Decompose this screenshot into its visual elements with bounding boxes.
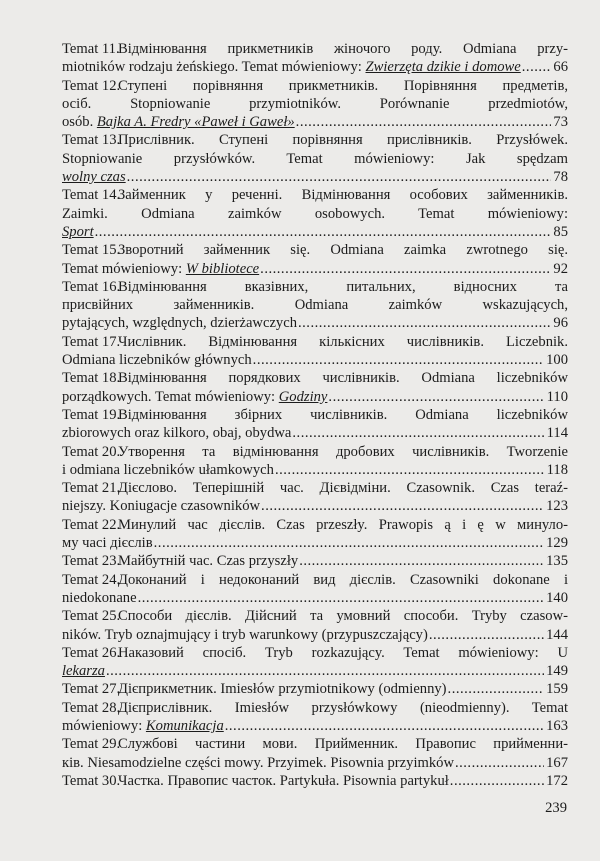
toc-entry-last-line	[62, 113, 568, 131]
toc-entry-text	[62, 260, 259, 278]
toc-entry-first-line: Зворотний займенник się. Odmiana zaimka zwrotnego się.	[118, 242, 568, 259]
toc-entry-last-line	[62, 314, 568, 332]
toc-entry-number: Temat 17.	[62, 333, 121, 350]
toc-entry-page: 78	[553, 169, 568, 186]
toc-entry[interactable]	[62, 607, 568, 644]
toc-entry-first-line: Службові частини мови. Прийменник. Правопис прийменни-	[118, 736, 568, 753]
toc-entry-last-line	[62, 260, 568, 278]
toc-entry[interactable]	[62, 516, 568, 553]
toc-entry-text	[118, 680, 447, 698]
toc-dot-leader	[95, 223, 552, 241]
toc-entry-number: Temat 25.	[62, 608, 121, 625]
toc-entry[interactable]	[62, 443, 568, 480]
toc-entry-page: 167	[546, 754, 568, 771]
toc-entry-last-line	[62, 662, 568, 680]
toc-dot-leader	[138, 589, 545, 607]
toc-entry-number: Temat 22.	[62, 516, 121, 533]
toc-entry-first-line: Відмінювання вказівних, питальних, відносних та	[118, 278, 568, 295]
toc-entry-last-line	[118, 772, 568, 790]
toc-entry[interactable]	[62, 772, 568, 790]
toc-entry-text-plain: ników. Tryb oznajmujący i tryb warunkowy (przypuszczający)	[62, 626, 428, 643]
toc-dot-leader	[261, 497, 544, 515]
toc-entry-text	[62, 461, 274, 479]
toc-entry-last-line	[62, 717, 568, 735]
toc-entry-number: Temat 19.	[62, 406, 121, 423]
toc-entry-first-line: Минулий час дієслів. Czas przeszły. Prawopis ą i ę w минуло-	[118, 516, 568, 533]
toc-entry-text-italic: W bibliotece	[185, 260, 260, 277]
toc-entry-number: Temat 18.	[62, 370, 121, 387]
toc-entry-text-plain: osób.	[62, 114, 97, 131]
toc-dot-leader	[253, 351, 544, 369]
toc-dot-leader	[522, 58, 552, 76]
toc-dot-leader	[292, 424, 544, 442]
toc-dot-leader	[154, 534, 544, 552]
toc-entry-number: Temat 20.	[62, 443, 121, 460]
toc-dot-leader	[299, 552, 544, 570]
toc-entry-text	[62, 497, 260, 515]
toc-entry-text-plain: niejszy. Koniugacje czasowników	[62, 498, 261, 515]
toc-entry-page: 92	[553, 260, 568, 277]
toc-entry-text	[62, 589, 137, 607]
toc-entry-page: 163	[546, 717, 568, 734]
toc-entry[interactable]	[62, 241, 568, 278]
toc-dot-leader	[260, 260, 551, 278]
toc-entry-page: 118	[546, 461, 568, 478]
toc-entry-text-plain: i odmiana liczebników ułamkowych	[62, 461, 274, 478]
toc-entry-number: Temat 12.	[62, 77, 121, 94]
toc-entry-text	[62, 314, 297, 332]
toc-entry[interactable]	[62, 479, 568, 516]
toc-entry-text-italic: wolny czas	[62, 169, 126, 186]
toc-entry-last-line	[62, 388, 568, 406]
toc-entry-number: Temat 13.	[62, 132, 121, 149]
toc-entry-text-plain: pytających, względnych, dzierżawczych	[62, 315, 297, 332]
toc-dot-leader	[328, 388, 544, 406]
toc-dot-leader	[298, 314, 551, 332]
toc-entry-number: Temat 23.	[62, 553, 121, 570]
toc-entry-text-italic: Zwierzęta dzikie i domowe	[365, 59, 521, 76]
toc-entry[interactable]	[62, 552, 568, 570]
toc-entry-text	[62, 223, 94, 241]
toc-entry-last-line	[62, 351, 568, 369]
toc-entry-first-line: Відмінювання збірних числівників. Odmiana liczebników	[118, 406, 568, 423]
toc-entry-number: Temat 15.	[62, 242, 121, 259]
toc-entry-first-line: Прислівник. Ступені порівняння прислівників. Przysłówek.	[118, 132, 568, 149]
toc-entry-text-plain: Частка. Правопис часток. Partykuła. Pisownia partykuł	[118, 772, 449, 789]
toc-entry-middle-line: Stopniowanie przysłówków. Temat mówieniowy: Jak spędzam	[62, 150, 568, 167]
toc-dot-leader	[450, 772, 544, 790]
toc-entry-page: 85	[553, 223, 568, 240]
toc-entry-text-plain: му часі дієслів	[62, 535, 153, 552]
toc-entry-text-plain: niedokonane	[62, 589, 137, 606]
toc-entry-last-line	[62, 168, 568, 186]
toc-entry-first-line: Наказовий спосіб. Tryb rozkazujący. Temat mówieniowy: U	[118, 644, 568, 661]
toc-entry-text	[118, 772, 449, 790]
toc-entry-page: 114	[546, 425, 568, 442]
toc-entry-number: Temat 11.	[62, 41, 120, 57]
toc-entry-text-italic: Bajka A. Fredry «Paweł i Gaweł»	[96, 114, 295, 131]
toc-entry-text	[62, 58, 521, 76]
toc-dot-leader	[275, 461, 545, 479]
toc-entry-first-line: Способи дієслів. Дійсний та умовний способи. Tryby czasow-	[118, 608, 568, 625]
toc-entry-last-line	[62, 497, 568, 515]
toc-entry-text-plain: Майбутній час. Czas przyszły	[118, 553, 299, 570]
toc-entry-text	[62, 534, 153, 552]
toc-entry-last-line	[62, 626, 568, 644]
toc-entry-text-plain: mówieniowy:	[62, 717, 146, 734]
toc-entry-last-line	[62, 461, 568, 479]
toc-entry-text	[62, 424, 291, 442]
toc-entry-text	[62, 662, 105, 680]
toc-entry-number: Temat 14.	[62, 187, 121, 204]
toc-entry-page: 172	[546, 772, 568, 789]
toc-entry-middle-line: присвійних займенників. Odmiana zaimków wskazujących,	[62, 297, 568, 314]
toc-entry-page: 100	[546, 352, 568, 369]
toc-entry[interactable]	[62, 644, 568, 681]
toc-entry-page: 149	[546, 663, 568, 680]
toc-entry-page: 144	[546, 626, 568, 643]
table-of-contents	[62, 40, 568, 790]
toc-entry-text	[62, 351, 252, 369]
toc-entry[interactable]	[62, 699, 568, 736]
toc-entry-page: 96	[553, 315, 568, 332]
toc-entry-first-line: Числівник. Відмінювання кількісних числівників. Liczebnik.	[118, 333, 568, 350]
toc-entry-text-italic: lekarza	[62, 663, 105, 680]
toc-entry[interactable]	[62, 735, 568, 772]
toc-entry-number: Temat 28.	[62, 699, 121, 716]
toc-entry-text-italic: Sport	[62, 223, 94, 240]
toc-entry-number: Temat 24.	[62, 571, 121, 588]
toc-entry-page: 135	[546, 553, 568, 570]
toc-entry-page: 110	[546, 388, 568, 405]
toc-entry-text	[118, 552, 298, 570]
toc-entry-text-plain: Дієприкметник. Imiesłów przymiotnikowy (odmienny)	[118, 681, 447, 698]
toc-entry-last-line	[62, 589, 568, 607]
toc-entry-text-plain: zbiorowych oraz kilkoro, obaj, obydwa	[62, 425, 292, 442]
toc-entry-text-italic: Komunikacja	[145, 717, 224, 734]
toc-entry-first-line: Доконаний і недоконаний вид дієслів. Czasowniki dokonane i	[118, 571, 568, 588]
toc-entry-first-line: Дієслово. Теперішній час. Дієвідміни. Czasownik. Czas teraź-	[118, 480, 568, 497]
toc-entry-number: Temat 26.	[62, 644, 121, 661]
toc-dot-leader	[429, 626, 544, 644]
toc-entry-number: Temat 30.	[62, 772, 121, 789]
toc-entry-first-line: Ступені порівняння прикметників. Порівняння предметів,	[118, 77, 568, 94]
toc-entry[interactable]	[62, 77, 568, 132]
toc-dot-leader	[448, 680, 545, 698]
toc-entry-page: 129	[546, 535, 568, 552]
toc-entry[interactable]	[62, 40, 568, 77]
toc-entry-last-line	[62, 754, 568, 772]
toc-entry-number: Temat 29.	[62, 736, 121, 753]
toc-entry-text	[62, 388, 327, 406]
toc-entry-last-line	[62, 58, 568, 76]
toc-entry[interactable]	[62, 369, 568, 406]
toc-entry-page: 73	[553, 114, 568, 131]
toc-entry-last-line	[62, 424, 568, 442]
toc-entry-last-line	[118, 552, 568, 570]
toc-entry-text-plain: ків. Niesamodzielne części mowy. Przyimek. Pisownia przyimków	[62, 754, 454, 771]
toc-entry[interactable]	[62, 333, 568, 370]
toc-entry-last-line	[62, 534, 568, 552]
toc-entry-last-line	[118, 680, 568, 698]
toc-entry-first-line: Відмінювання прикметників жіночого роду. Odmiana przy-	[118, 41, 568, 57]
toc-entry-text	[62, 717, 224, 735]
toc-entry[interactable]	[62, 680, 568, 698]
toc-entry-first-line: Займенник у реченні. Відмінювання особових займенників.	[118, 187, 568, 204]
toc-entry-text-plain: porządkowych. Temat mówieniowy:	[62, 388, 279, 405]
toc-entry-number: Temat 27.	[62, 681, 121, 698]
toc-dot-leader	[106, 662, 544, 680]
toc-dot-leader	[296, 113, 552, 131]
toc-entry-last-line	[62, 223, 568, 241]
toc-entry[interactable]	[62, 131, 568, 186]
toc-dot-leader	[455, 754, 544, 772]
toc-entry-page: 66	[553, 59, 568, 76]
toc-entry[interactable]	[62, 571, 568, 608]
toc-entry-text-plain: Odmiana liczebników głównych	[62, 352, 252, 369]
toc-entry-middle-line: осіб. Stopniowanie przymiotników. Porównanie przedmiotów,	[62, 95, 568, 112]
toc-entry-number: Temat 16.	[62, 278, 121, 295]
toc-entry-text	[62, 113, 295, 131]
toc-entry-text-italic: Godziny	[278, 388, 328, 405]
toc-entry-number: Temat 21.	[62, 480, 121, 497]
toc-entry-middle-line: Zaimki. Odmiana zaimków osobowych. Temat mówieniowy:	[62, 205, 568, 222]
toc-entry-first-line: Дієприслівник. Imiesłów przysłówkowy (nieodmienny). Temat	[118, 699, 568, 716]
toc-entry-text-plain: Temat mówieniowy:	[62, 260, 186, 277]
toc-entry-text	[62, 754, 454, 772]
toc-entry-text-plain: miotników rodzaju żeńskiego. Temat mówieniowy:	[62, 59, 366, 76]
toc-entry-text	[62, 168, 126, 186]
toc-entry-page: 123	[546, 498, 568, 515]
toc-entry-page: 159	[546, 681, 568, 698]
toc-dot-leader	[225, 717, 544, 735]
toc-entry-text	[62, 626, 428, 644]
toc-entry[interactable]	[62, 186, 568, 241]
toc-entry[interactable]	[62, 406, 568, 443]
toc-entry-first-line: Відмінювання порядкових числівників. Odmiana liczebników	[118, 370, 568, 387]
page-number: 239	[545, 800, 567, 816]
toc-entry[interactable]	[62, 278, 568, 333]
toc-dot-leader	[127, 168, 552, 186]
toc-entry-page: 140	[546, 589, 568, 606]
toc-entry-first-line: Утворення та відмінювання дробових числівників. Tworzenie	[118, 443, 568, 460]
